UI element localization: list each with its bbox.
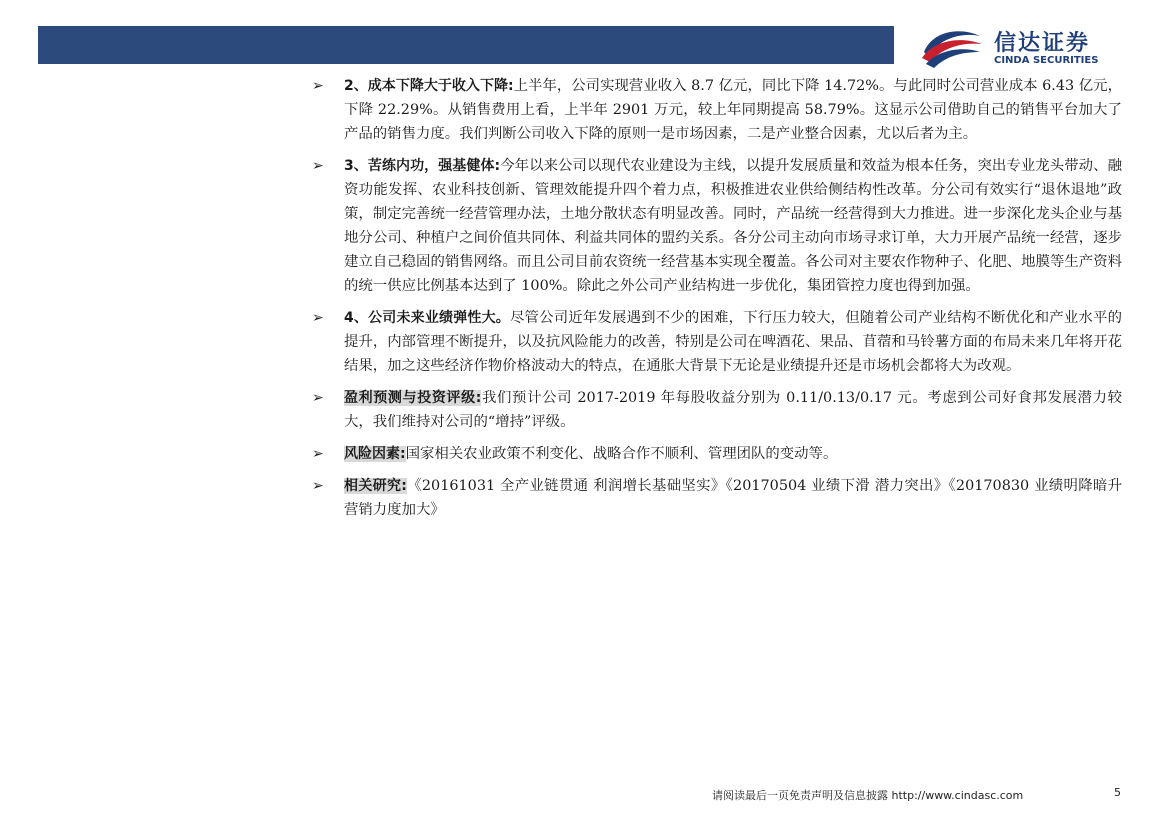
bullet-body: 今年以来公司以现代农业建设为主线，以提升发展质量和效益为根本任务，突出专业龙头带动、融资功能发挥、农业科技创新、管理效能提升四个着力点，积极推进农业供给侧结构性改革。分公司有效实行“退休退地”政策，制定完善统一经营管理办法，土地分散状态有明显改善。同时，产品统一经营得到大力推进。进一步深化龙头企业与基地分公司、种植户之间价值共同体、利益共同体的盟约关系。各分公司主动向市场寻求订单，大力开展产品统一经营，逐步建立自己稳固的销售网络。而且公司目前农资统一经营基本实现全覆盖。各公司对主要农作物种子、化肥、地膜等生产资料的统一供应比例基本达到了 100%。除此之外公司产业结构进一步优化，集团管控力度也得到加强。 [344,158,1122,294]
bullet-heading: 盈利预测与投资评级: [344,390,482,406]
bullet-body: 上半年，公司实现营业收入 8.7 亿元，同比下降 14.72%。与此同时公司营业成本 6.43 亿元，下降 22.29%。从销售费用上看，上半年 2901 万元，较上年同期提高 58.79%。这显示公司借助自己的销售平台加大了产品的销售力度。我们判断公司收入下降的原则一是市场因素，二是产业整合因素，尤以后者为主。 [344,78,1122,142]
bullet-body: 国家相关农业政策不利变化、战略合作不顺利、管理团队的变动等。 [405,446,838,462]
bullet-cost-decline [310,74,1122,146]
arrow-bullet-icon: ➢ [312,310,324,326]
bullet-heading: 4、公司未来业绩弹性大。 [344,310,510,326]
brand-name-cn: 信达证券 [994,31,1091,56]
header-bar [38,26,894,64]
bullet-risk-factors [310,442,1122,466]
bullet-paragraph [344,474,1122,522]
arrow-bullet-icon: ➢ [312,390,324,406]
arrow-bullet-icon: ➢ [312,478,324,494]
bullet-body: 《20161031 全产业链贯通 利润增长基础坚实》《20170504 业绩下滑 潜力突出》《20170830 业绩明降暗升 营销力度加大》 [344,478,1122,518]
bullet-paragraph [344,154,1122,298]
bullet-heading: 风险因素: [344,446,406,462]
brand-name-en: CINDA SECURITIES [994,55,1099,66]
report-body [310,74,1122,530]
bullet-strengthen-foundation [310,154,1122,298]
bullet-future-elasticity [310,306,1122,378]
bullet-paragraph [344,306,1122,378]
bullet-paragraph [344,386,1122,434]
bullet-heading: 2、成本下降大于收入下降: [344,78,514,94]
bullet-heading: 相关研究: [344,478,407,494]
brand-logo [918,22,1128,72]
bullet-heading: 3、苦练内功，强基健体: [344,158,501,174]
bullet-body: 尽管公司近年发展遇到不少的困难，下行压力较大，但随着公司产业结构不断优化和产业水平的提升，内部管理不断提升，以及抗风险能力的改善，特别是公司在啤酒花、果品、苜蓿和马铃薯方面的布局未来几年将开花结果，加之这些经济作物价格波动大的特点，在通胀大背景下无论是业绩提升还是市场机会都将大为改观。 [344,310,1122,374]
bullet-body: 我们预计公司 2017-2019 年每股收益分别为 0.11/0.13/0.17 元。考虑到公司好食邦发展潜力较大，我们维持对公司的“增持”评级。 [344,390,1122,430]
arrow-bullet-icon: ➢ [312,446,324,462]
page-number: 5 [1114,786,1121,799]
bullet-earnings-forecast [310,386,1122,434]
arrow-bullet-icon: ➢ [312,78,324,94]
bullet-paragraph [344,442,1122,466]
bullet-paragraph [344,74,1122,146]
arrow-bullet-icon: ➢ [312,158,324,174]
bullet-related-research [310,474,1122,522]
cinda-logo-icon [918,22,988,72]
footer-disclaimer: 请阅读最后一页免责声明及信息披露 http://www.cindasc.com [712,789,1024,802]
